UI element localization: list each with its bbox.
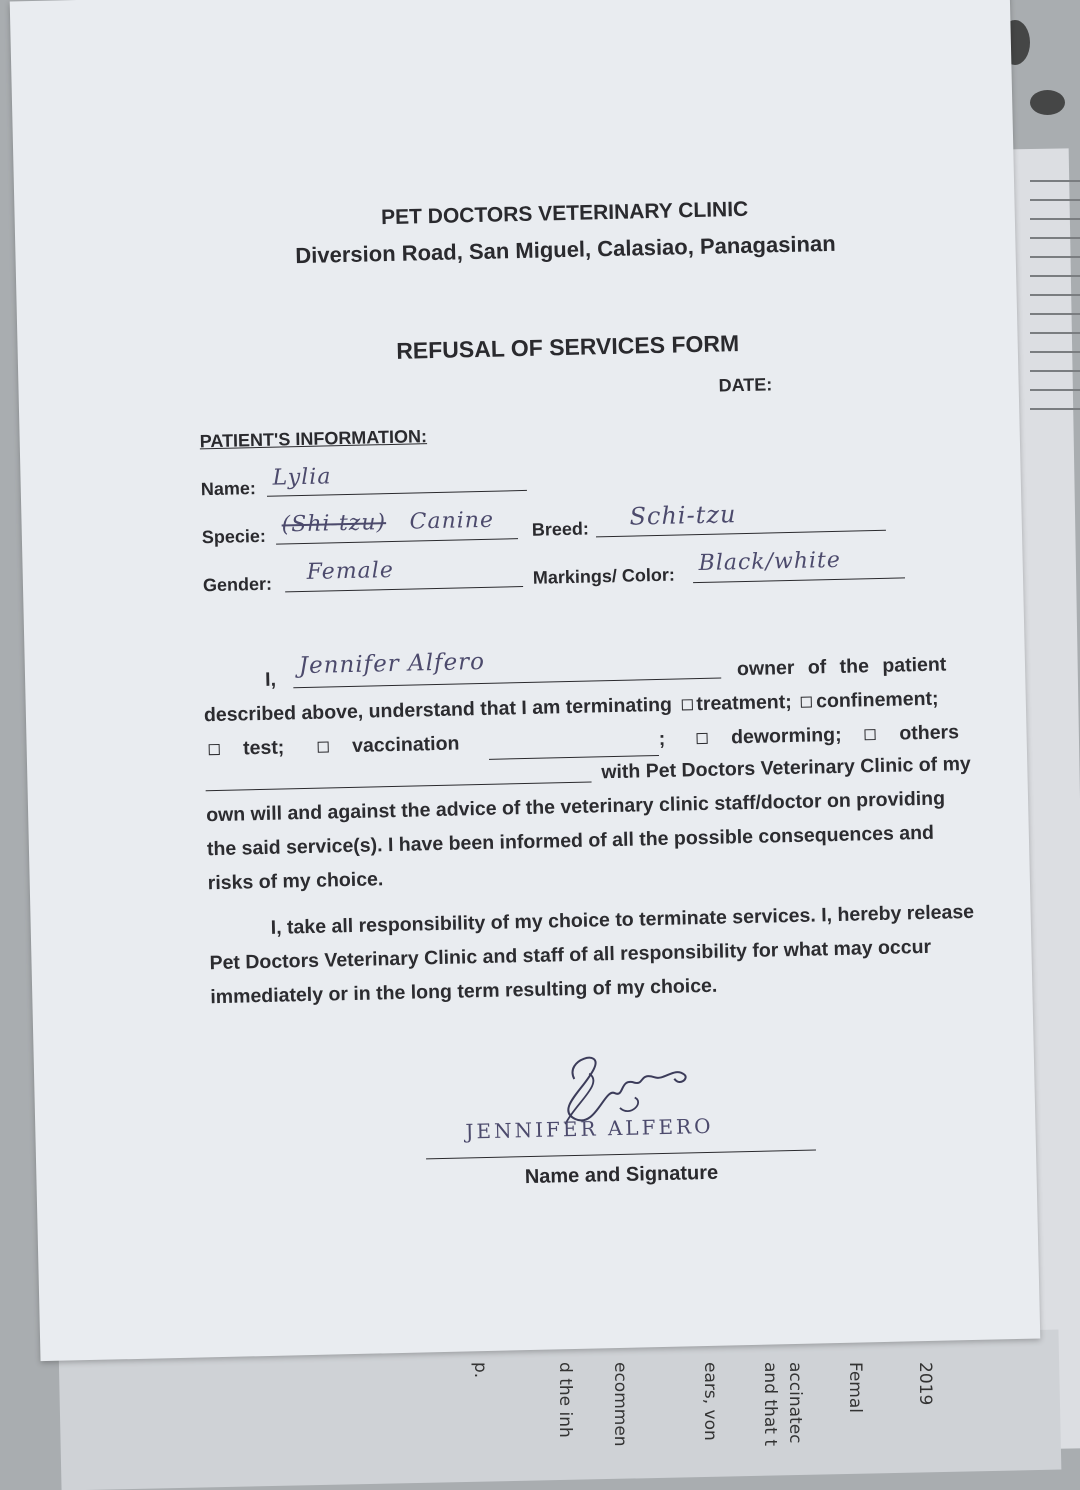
signature-line[interactable] (426, 1150, 816, 1160)
clinic-address: Diversion Road, San Miguel, Calasiao, Panagasinan (295, 230, 836, 269)
deworming-checkbox[interactable] (697, 733, 708, 744)
others-label: others (899, 721, 960, 745)
form-title: REFUSAL OF SERVICES FORM (395, 330, 740, 364)
gender-value[interactable]: Female (306, 557, 395, 585)
confinement-label: confinement; (815, 687, 939, 713)
statement-line-4: with Pet Doctors Veterinary Clinic of my (601, 752, 972, 784)
treatment-checkbox[interactable] (681, 700, 692, 711)
background-ruled-lines (1030, 180, 1080, 460)
vaccination-checkbox[interactable] (318, 742, 329, 753)
clinic-name: PET DOCTORS VETERINARY CLINIC (380, 197, 749, 230)
others-blank-line[interactable] (206, 782, 592, 792)
vaccination-label: vaccination (351, 732, 460, 757)
treatment-label: treatment; (696, 690, 792, 716)
breed-value[interactable]: Schi-tzu (629, 500, 737, 531)
statement-line-7: risks of my choice. (207, 868, 384, 895)
breed-label: Breed: (531, 518, 590, 540)
statement-i: I, (264, 668, 277, 691)
statement-line-5: own will and against the advice of the veterinary clinic staff/doctor on providing (205, 787, 946, 827)
background-fragment: ears, von (700, 1362, 720, 1441)
background-fragment: accinatec (785, 1362, 805, 1444)
signature-caption: Name and Signature (524, 1161, 719, 1189)
refusal-form-paper (10, 0, 1041, 1361)
printed-owner-name: JENNIFER ALFERO (465, 1113, 714, 1144)
specie-label: Specie: (201, 525, 267, 548)
statement-owner-text: owner of the patient (736, 653, 947, 681)
statement-line-2-text: described above, understand that I am terminating (203, 693, 673, 727)
statement-line-6: the said service(s). I have been informed of all the possible consequences and (206, 821, 935, 861)
confinement-checkbox[interactable] (801, 697, 812, 708)
gender-line (285, 586, 523, 592)
table-stain (1030, 90, 1065, 115)
owner-name-line (293, 678, 721, 689)
responsibility-line-1: I, take all responsibility of my choice to terminate services. I, hereby release (270, 900, 975, 939)
owner-name-value[interactable]: Jennifer Alfero (298, 648, 486, 680)
background-fragment: 2019 (915, 1362, 935, 1406)
deworming-label: deworming; (730, 723, 842, 749)
name-label: Name: (200, 478, 257, 500)
patient-info-heading: PATIENT'S INFORMATION: (199, 426, 428, 452)
background-fragment: ecommen (610, 1362, 630, 1447)
responsibility-line-3: immediately or in the long term resulting of my choice. (210, 974, 718, 1009)
background-fragment: and that t (760, 1362, 780, 1446)
specie-line (276, 538, 518, 544)
background-fragment: d the inh (555, 1362, 575, 1438)
responsibility-line-2: Pet Doctors Veterinary Clinic and staff of all responsibility for what may occur (209, 935, 932, 975)
markings-value[interactable]: Black/white (698, 547, 842, 577)
date-label: DATE: (718, 374, 773, 396)
gender-label: Gender: (202, 573, 273, 596)
vaccination-semicolon: ; (658, 727, 666, 750)
test-checkbox[interactable] (209, 744, 220, 755)
specie-value[interactable]: Canine (409, 507, 495, 535)
markings-label: Markings/ Color: (532, 564, 676, 588)
others-checkbox[interactable] (865, 729, 876, 740)
specie-struck-value: (Shi-tzu) (281, 510, 387, 538)
name-value[interactable]: Lylia (272, 464, 332, 491)
background-fragment: Femal (845, 1362, 865, 1414)
name-line (267, 490, 527, 497)
background-fragment: p. (470, 1362, 490, 1379)
breed-line (596, 530, 886, 538)
test-label: test; (242, 736, 285, 760)
markings-line (693, 577, 905, 583)
